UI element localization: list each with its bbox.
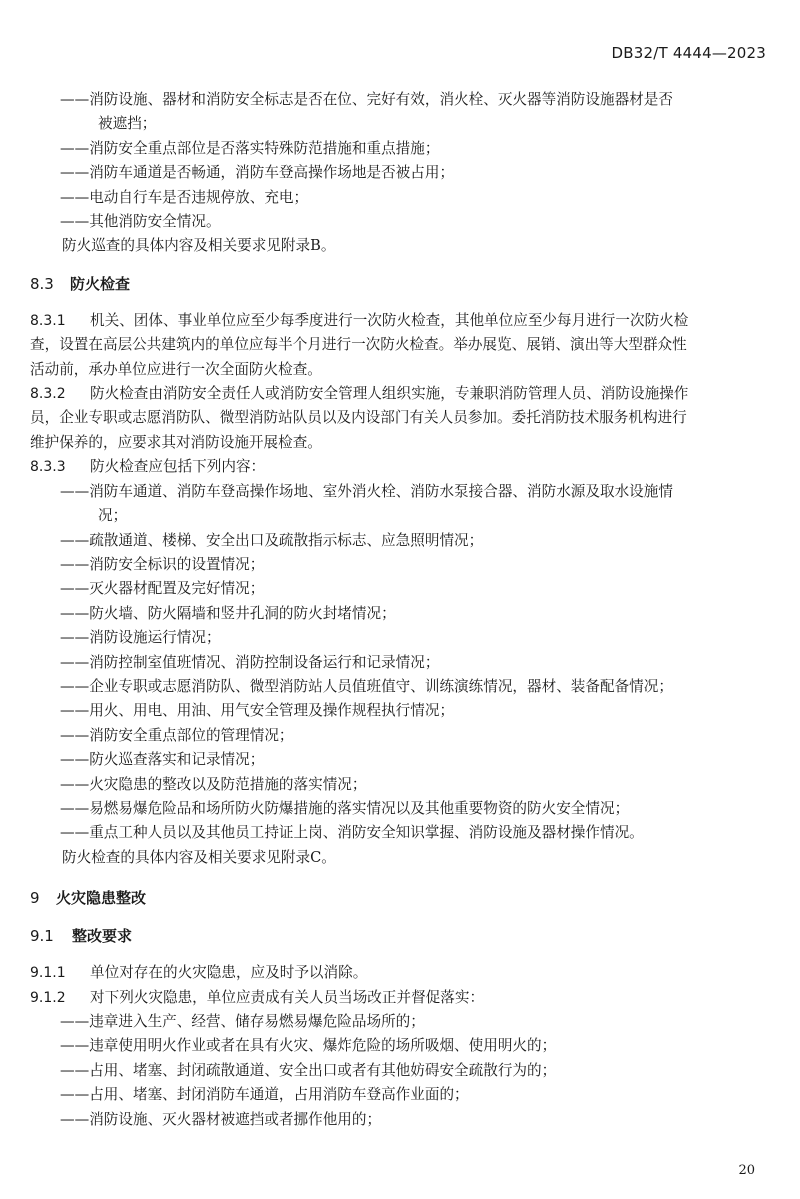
clause-number: 8.3.2	[30, 386, 66, 403]
section-heading-8-3	[30, 272, 780, 296]
list-item: ——其他消防安全情况。	[60, 213, 221, 231]
clause-text: 对下列火灾隐患，单位应责成有关人员当场改正并督促落实：	[90, 988, 485, 1006]
section-title: 防火检查	[70, 274, 131, 293]
document-body	[30, 88, 780, 1132]
clause-text: 机关、团体、事业单位应至少每季度进行一次防火检查，其他单位应至少每月进行一次防火检	[90, 311, 689, 329]
list-item: ——防火墙、防火隔墙和竖井孔洞的防火封堵情况；	[60, 604, 396, 622]
list-item: ——违章使用明火作业或者在具有火灾、爆炸危险的场所吸烟、使用明火的；	[60, 1037, 557, 1055]
clause-text-continuation: 员，企业专职或志愿消防队、微型消防站队员以及内设部门有关人员参加。委托消防技术服务机构进行	[30, 409, 687, 427]
clause-text-continuation: 查，设置在高层公共建筑内的单位应每半个月进行一次防火检查。举办展览、展销、演出等大型群众性	[30, 336, 687, 354]
section-number: 9.1	[30, 927, 54, 946]
clause-number: 8.3.3	[30, 459, 66, 476]
section-title: 整改要求	[72, 927, 133, 946]
inspection-checklist	[30, 480, 780, 871]
list-item: ——违章进入生产、经营、储存易燃易爆危险品场所的；	[60, 1013, 425, 1030]
clause-9-1-1	[30, 961, 780, 985]
list-item-continuation: 被遮挡；	[98, 115, 157, 133]
list-item: ——灭火器材配置及完好情况；	[60, 580, 265, 598]
page-number: 20	[738, 1163, 755, 1178]
section-number: 8.3	[30, 274, 54, 293]
list-item: ——疏散通道、楼梯、安全出口及疏散指示标志、应急照明情况；	[60, 531, 484, 549]
list-item: ——消防设施、灭火器材被遮挡或者挪作他用的；	[60, 1110, 382, 1128]
section-title: 火灾隐患整改	[56, 889, 147, 908]
list-item-continuation: 况；	[98, 507, 128, 525]
clause-number: 9.1.2	[30, 989, 66, 1006]
list-item: ——占用、堵塞、封闭消防车通道，占用消防车登高作业面的；	[60, 1086, 469, 1104]
clause-number: 8.3.1	[30, 312, 66, 329]
list-item: ——电动自行车是否违规停放、充电；	[60, 188, 309, 206]
patrol-checklist	[30, 88, 780, 259]
appendix-reference: 防火检查的具体内容及相关要求见附录C。	[62, 848, 336, 866]
list-item: ——消防设施运行情况；	[60, 629, 221, 647]
list-item: ——消防安全重点部位的管理情况；	[60, 726, 294, 744]
list-item: ——消防安全重点部位是否落实特殊防范措施和重点措施；	[60, 139, 440, 157]
clause-text: 单位对存在的火灾隐患，应及时予以消除。	[90, 964, 368, 982]
list-item: ——易燃易爆危险品和场所防火防爆措施的落实情况以及其他重要物资的防火安全情况；	[60, 799, 630, 817]
list-item: ——消防车通道是否畅通，消防车登高操作场地是否被占用；	[60, 164, 455, 182]
list-item: ——防火巡查落实和记录情况；	[60, 751, 265, 769]
list-item: ——火灾隐患的整改以及防范措施的落实情况；	[60, 775, 367, 793]
clause-9-1-2	[30, 986, 780, 1010]
standard-code-header: DB32/T 4444—2023	[611, 44, 766, 62]
appendix-reference: 防火巡查的具体内容及相关要求见附录B。	[62, 237, 336, 255]
clause-text-continuation: 维护保养的，应要求其对消防设施开展检查。	[30, 433, 322, 451]
rectification-checklist	[30, 1010, 780, 1132]
list-item: ——占用、堵塞、封闭疏散通道、安全出口或者有其他妨碍安全疏散行为的；	[60, 1061, 557, 1079]
clause-8-3-3	[30, 455, 780, 479]
clause-text: 防火检查由消防安全责任人或消防安全管理人组织实施，专兼职消防管理人员、消防设施操作	[90, 385, 689, 403]
section-number: 9	[30, 889, 40, 908]
section-heading-9-1	[30, 924, 780, 948]
list-item: ——重点工种人员以及其他员工持证上岗、消防安全知识掌握、消防设施及器材操作情况。	[60, 824, 644, 842]
list-item: ——消防安全标识的设置情况；	[60, 555, 265, 573]
clause-8-3-1	[30, 309, 780, 333]
list-item: ——企业专职或志愿消防队、微型消防站人员值班值守、训练演练情况，器材、装备配备情况；	[60, 677, 673, 695]
list-item: ——消防设施、器材和消防安全标志是否在位、完好有效，消火栓、灭火器等消防设施器材是否	[60, 91, 673, 108]
clause-text-continuation: 活动前，承办单位应进行一次全面防火检查。	[30, 360, 322, 378]
list-item: ——消防车通道、消防车登高操作场地、室外消火栓、消防水泵接合器、消防水源及取水设施情	[60, 482, 673, 500]
clause-number: 9.1.1	[30, 965, 66, 982]
list-item: ——消防控制室值班情况、消防控制设备运行和记录情况；	[60, 653, 440, 671]
list-item: ——用火、用电、用油、用气安全管理及操作规程执行情况；	[60, 702, 455, 720]
section-heading-9	[30, 886, 780, 910]
clause-text: 防火检查应包括下列内容：	[90, 458, 266, 476]
clause-8-3-2	[30, 382, 780, 406]
